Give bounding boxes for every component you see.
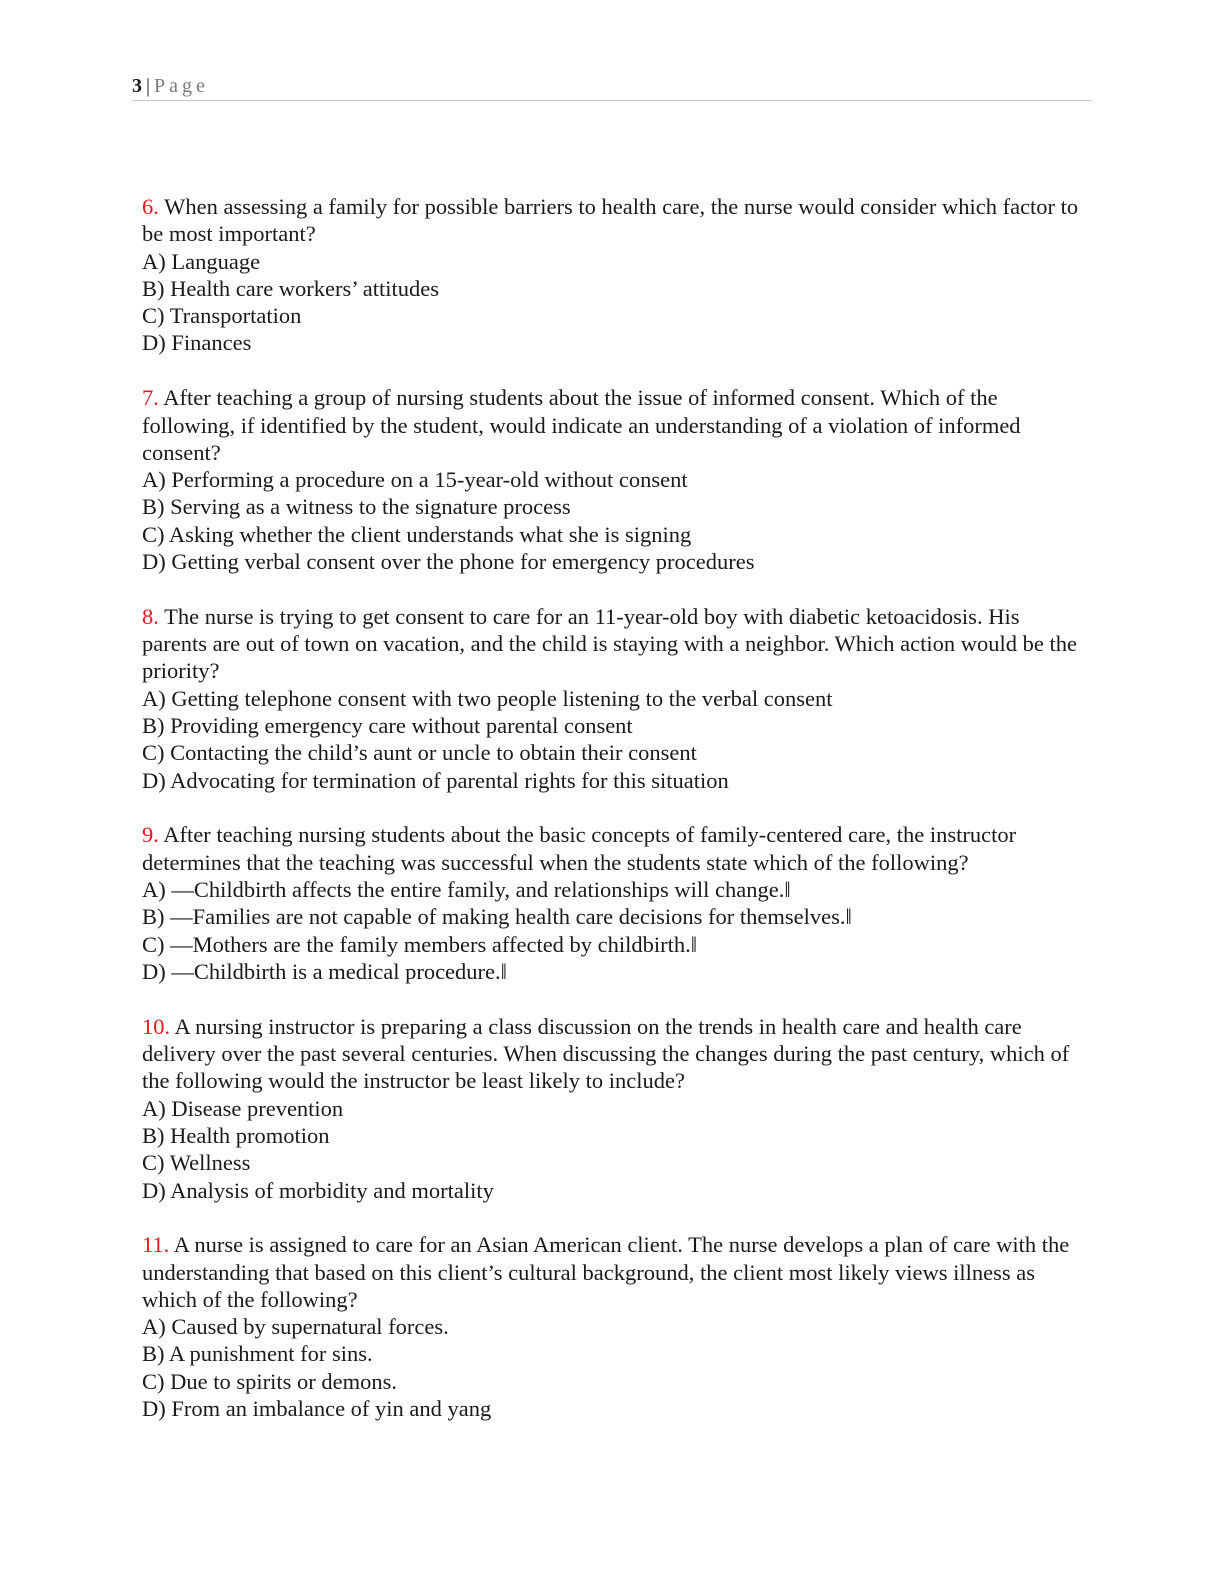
question-6 <box>142 193 1082 357</box>
answer-option-c: C) ―Mothers are the family members affected by childbirth.‖ <box>142 931 698 957</box>
answer-option-b: B) Health care workers’ attitudes <box>142 275 439 301</box>
answer-option-b: B) Serving as a witness to the signature process <box>142 494 571 520</box>
question-number: 7. <box>142 385 159 411</box>
answer-option-c: C) Asking whether the client understands what she is signing <box>142 521 692 547</box>
question-10 <box>142 1013 1082 1204</box>
answer-option-a: A) Caused by supernatural forces. <box>142 1314 449 1340</box>
question-stem <box>142 193 1082 248</box>
question-number: 9. <box>142 822 159 848</box>
question-9 <box>142 821 1082 985</box>
question-text: A nurse is assigned to care for an Asian American client. The nurse develops a plan of care with the understanding that based on this client’s cultural background, the client most likely views illness as which of the following? <box>142 1232 1070 1312</box>
question-7 <box>142 384 1082 575</box>
answer-option-b: B) Health promotion <box>142 1122 330 1148</box>
question-8 <box>142 603 1082 794</box>
question-stem <box>142 1013 1082 1095</box>
answer-option-a: A) Disease prevention <box>142 1095 344 1121</box>
question-stem <box>142 384 1082 466</box>
answer-option-d: D) ―Childbirth is a medical procedure.‖ <box>142 958 507 984</box>
answer-option-d: D) From an imbalance of yin and yang <box>142 1396 492 1422</box>
answer-option-a: A) Getting telephone consent with two people listening to the verbal consent <box>142 685 833 711</box>
question-11 <box>142 1231 1082 1422</box>
answer-option-a: A) Language <box>142 248 261 274</box>
question-stem <box>142 603 1082 685</box>
answer-option-b: B) A punishment for sins. <box>142 1341 373 1367</box>
question-text: After teaching a group of nursing students about the issue of informed consent. Which of the following, if identified by the student, would indicate an understanding of a violation of informed consent? <box>142 385 1021 465</box>
question-number: 11. <box>142 1232 170 1258</box>
page-label: Page <box>154 75 209 97</box>
question-number: 6. <box>142 194 159 219</box>
question-stem <box>142 821 1082 876</box>
question-number: 8. <box>142 603 159 629</box>
question-text: The nurse is trying to get consent to care for an 11-year-old boy with diabetic ketoacidosis. His parents are out of town on vacation, and the child is staying with a neighbor. Which action would be the priority? <box>142 603 1077 684</box>
answer-option-d: D) Advocating for termination of parental rights for this situation <box>142 767 729 793</box>
question-list <box>142 193 1082 1450</box>
question-text: After teaching nursing students about the basic concepts of family-centered care, the instructor determines that the teaching was successful when the students state which of the following? <box>142 822 1017 875</box>
question-number: 10. <box>142 1013 171 1039</box>
answer-option-a: A) ―Childbirth affects the entire family, and relationships will change.‖ <box>142 877 791 903</box>
answer-option-c: C) Contacting the child’s aunt or uncle to obtain their consent <box>142 740 697 766</box>
question-text: When assessing a family for possible barriers to health care, the nurse would consider which factor to be most important? <box>142 194 1079 247</box>
page-number: 3 <box>132 75 142 97</box>
answer-option-c: C) Wellness <box>142 1150 251 1176</box>
answer-option-a: A) Performing a procedure on a 15-year-old without consent <box>142 467 688 493</box>
answer-option-c: C) Transportation <box>142 303 302 329</box>
page-header <box>132 72 1092 101</box>
answer-option-d: D) Getting verbal consent over the phone for emergency procedures <box>142 549 755 575</box>
answer-option-c: C) Due to spirits or demons. <box>142 1368 397 1394</box>
answer-option-b: B) ―Families are not capable of making health care decisions for themselves.‖ <box>142 904 852 930</box>
answer-option-d: D) Analysis of morbidity and mortality <box>142 1177 494 1203</box>
page-separator: | <box>146 75 151 97</box>
question-text: A nursing instructor is preparing a class discussion on the trends in health care and health care delivery over the past several centuries. When discussing the changes during the past century, which of the following would the instructor be least likely to include? <box>142 1013 1070 1094</box>
question-stem <box>142 1231 1082 1313</box>
answer-option-d: D) Finances <box>142 330 252 356</box>
answer-option-b: B) Providing emergency care without parental consent <box>142 713 633 739</box>
